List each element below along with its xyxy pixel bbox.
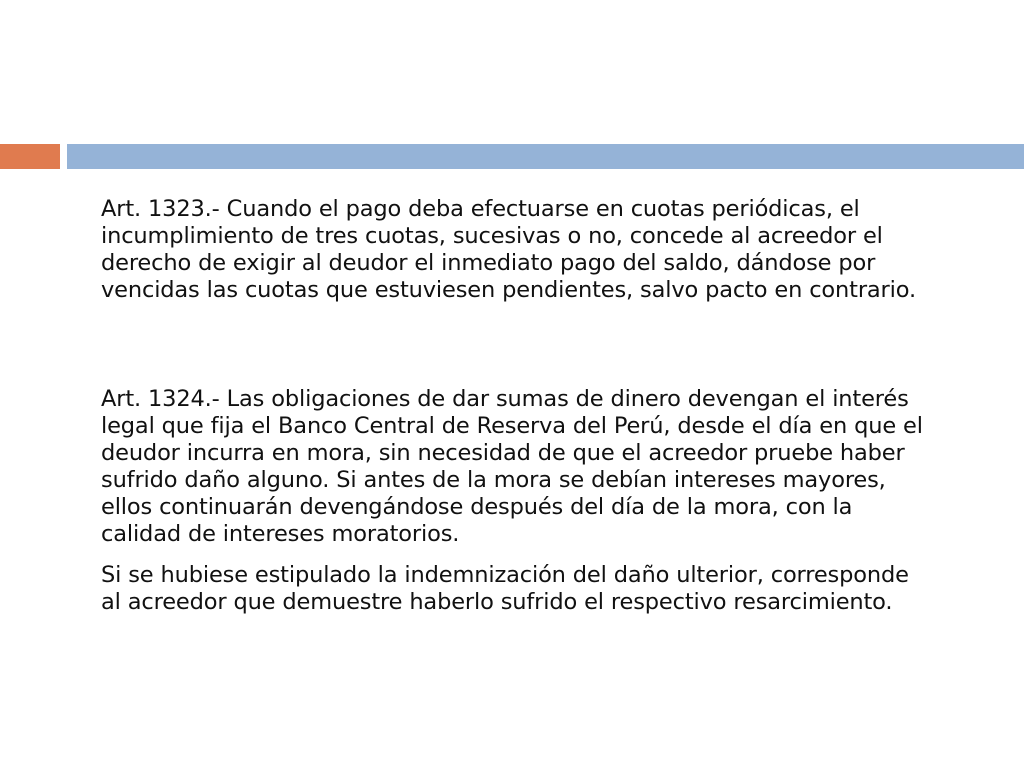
paragraph-art-1324: Art. 1324.- Las obligaciones de dar sumas de dinero devengan el interés legal que fija el Banco Central de Reserva del Perú, desde el día en que el deudor incurra en mora, sin necesidad de que el acreedor pruebe haber sufrido daño alguno. Si antes de la mora se debían intereses mayores, ellos continuarán devengándose después del día de la mora, con la calidad de intereses moratorios. (101, 386, 923, 547)
paragraph-indemnizacion: Si se hubiese estipulado la indemnización del daño ulterior, corresponde al acreedor que demuestre haberlo sufrido el respectivo resarcimiento. (101, 562, 909, 615)
header-bar (67, 144, 1024, 169)
paragraph-art-1323: Art. 1323.- Cuando el pago deba efectuarse en cuotas periódicas, el incumplimiento de tres cuotas, sucesivas o no, concede al acreedor el derecho de exigir al deudor el inmediato pago del saldo, dándose por vencidas las cuotas que estuviesen pendientes, salvo pacto en contrario. (101, 196, 916, 303)
header-accent-bar (0, 144, 60, 169)
slide-body (101, 196, 931, 616)
